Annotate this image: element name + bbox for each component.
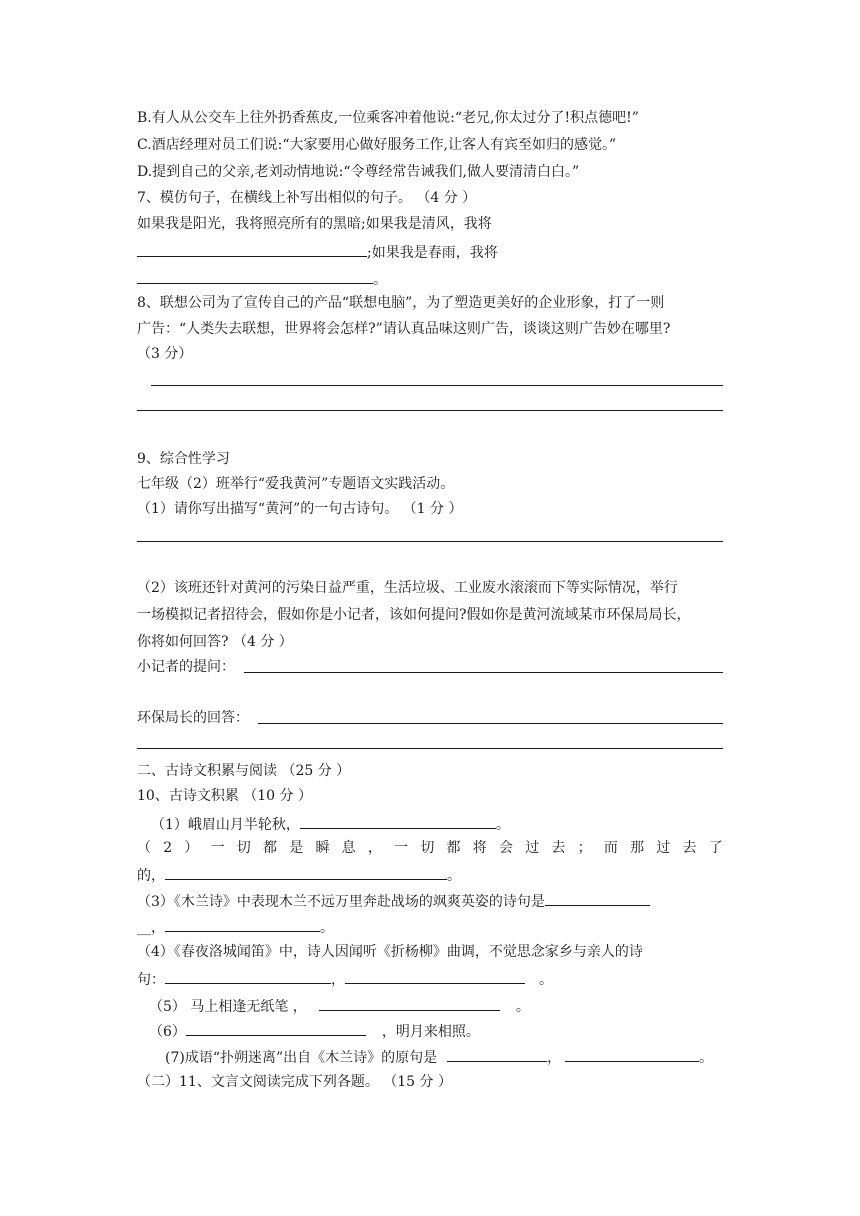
- q10-item2-char: ，: [367, 840, 382, 856]
- answer-blank[interactable]: [300, 813, 496, 829]
- q10-item2-char: 2: [163, 840, 173, 856]
- answer-blank[interactable]: [137, 241, 367, 257]
- q7-line3: [137, 268, 387, 290]
- answer-blank[interactable]: [319, 995, 500, 1011]
- q10-item1-text: （1）峨眉山月半轮秋，: [151, 817, 300, 833]
- q10-item3-line2: [137, 916, 334, 938]
- q10-item4-text: 句：: [137, 972, 165, 988]
- answer-blank[interactable]: [165, 916, 320, 932]
- q8-line3: （3 分）: [137, 346, 193, 362]
- q9-part2-line2: 一场模拟记者招待会，假如你是小记者，该如何提问?假如你是黄河流域某市环保局局长，: [137, 607, 691, 623]
- q10-item4-end: 。: [539, 972, 553, 988]
- answer-blank[interactable]: [447, 1046, 547, 1062]
- q10-item2-char: 是: [289, 840, 304, 856]
- q10-item2-char: 一: [210, 840, 225, 856]
- q9-part2-line1: （2）该班还针对黄河的污染日益严重，生活垃圾、工业废水滚滚而下等实际情况，举行: [137, 580, 678, 596]
- q10-item2-char: 那: [630, 840, 645, 856]
- q8-line1: 8、联想公司为了宣传自己的产品“联想电脑”，为了塑造更美好的企业形象，打了一则: [137, 295, 665, 311]
- q10-item2-char: 去: [682, 840, 697, 856]
- q10-item4-line2: [137, 968, 553, 990]
- q10-item4-line1: （4）《春夜洛城闻笛》中，诗人因闻听《折杨柳》曲调，不觉思念家乡与亲人的诗: [137, 944, 643, 960]
- q10-item5: [149, 995, 530, 1017]
- q10-item2-char: ；: [577, 840, 592, 856]
- answer-blank[interactable]: [345, 968, 525, 984]
- q10-item2-char: 会: [498, 840, 513, 856]
- answer-line[interactable]: [137, 541, 723, 542]
- q11-title: （二）11、文言文阅读完成下列各题。 （15 分 ）: [137, 1074, 452, 1090]
- q10-item2-line1: [137, 838, 723, 858]
- q10-item6-text: ，明月来相照。: [381, 1024, 480, 1040]
- q7-line3-end: 。: [373, 272, 387, 288]
- q10-item3-cont: __，: [137, 920, 165, 936]
- q10-item2-char: 都: [263, 840, 278, 856]
- q10-item2-char: 将: [472, 840, 487, 856]
- q10-item5-text: （5） 马上相逢无纸笔 ，: [149, 999, 307, 1015]
- q10-item2-char: ）: [184, 840, 199, 856]
- q10-item2-char: 息: [341, 840, 356, 856]
- q10-item2-char: 切: [236, 840, 251, 856]
- reporter-answer-line[interactable]: [244, 672, 723, 673]
- q10-item6-num: （6）: [149, 1024, 186, 1040]
- q7-title: 7、模仿句子，在横线上补写出相似的句子。 （4 分 ）: [137, 190, 477, 206]
- reporter-question-label: 小记者的提问：: [137, 659, 235, 675]
- q6-option-b: B.有人从公交车上往外扔香蕉皮,一位乘客冲着他说:“老兄,你太过分了!积点德吧!”: [137, 110, 639, 126]
- answer-blank[interactable]: [186, 1020, 366, 1036]
- q10-item2-end: 。: [447, 868, 461, 884]
- q10-item2-line2: [137, 864, 461, 886]
- q10-item2-text: 的，: [137, 868, 165, 884]
- q10-item2-char: 了: [708, 840, 723, 856]
- q6-option-c: C.酒店经理对员工们说:“大家要用心做好服务工作,让客人有宾至如归的感觉。”: [137, 137, 617, 153]
- answer-blank[interactable]: [165, 968, 331, 984]
- q10-item2-char: 过: [525, 840, 540, 856]
- q10-item2-char: 过: [656, 840, 671, 856]
- q10-title: 10、古诗文积累 （10 分 ）: [137, 788, 312, 804]
- q10-item2-char: 而: [603, 840, 618, 856]
- answer-blank[interactable]: [165, 864, 447, 880]
- q10-item2-char: 都: [446, 840, 461, 856]
- q10-item2-char: （: [137, 840, 151, 856]
- q10-item2-char: 瞬: [315, 840, 330, 856]
- answer-line[interactable]: [151, 385, 723, 386]
- q10-item2-char: 切: [420, 840, 435, 856]
- q10-item2-char: 一: [394, 840, 409, 856]
- director-answer-label: 环保局长的回答：: [137, 710, 249, 726]
- q10-item6: [149, 1020, 480, 1042]
- q10-item3-line1: [137, 890, 650, 912]
- answer-blank[interactable]: [565, 1046, 699, 1062]
- q10-item1-end: 。: [495, 817, 510, 833]
- q10-item7-end: 。: [699, 1050, 714, 1066]
- q10-item7-text: (7)成语“扑朔迷离”出自《木兰诗》的原句是: [165, 1050, 438, 1066]
- q9-title: 9、综合性学习: [137, 451, 230, 467]
- q10-item1: [151, 813, 510, 835]
- q7-line2: [137, 241, 498, 263]
- answer-blank[interactable]: [137, 268, 373, 284]
- q10-item5-end: 。: [515, 999, 530, 1015]
- director-answer-line[interactable]: [258, 723, 723, 724]
- q9-part2-line3: 你将如何回答? （4 分 ）: [137, 634, 293, 650]
- q10-item2-char: 去: [551, 840, 566, 856]
- answer-line[interactable]: [137, 748, 723, 749]
- section2-title: 二、古诗文积累与阅读 （25 分 ）: [137, 763, 351, 779]
- q9-part1: （1）请你写出描写“黄河”的一句古诗句。 （1 分 ）: [137, 501, 463, 517]
- q9-intro: 七年级（2）班举行“爱我黄河”专题语文实践活动。: [137, 476, 455, 492]
- q10-item3-text: （3）《木兰诗》中表现木兰不远万里奔赴战场的飒爽英姿的诗句是: [137, 894, 545, 910]
- q7-line1: 如果我是阳光，我将照亮所有的黑暗;如果我是清风，我将: [137, 216, 492, 232]
- answer-line[interactable]: [137, 410, 723, 411]
- q10-item7-comma: ，: [547, 1050, 562, 1066]
- q10-item4-comma: ，: [331, 972, 345, 988]
- answer-blank[interactable]: [545, 890, 650, 906]
- q7-line2-text: ;如果我是春雨，我将: [367, 245, 498, 261]
- q8-line2: 广告：“人类失去联想，世界将会怎样?”请认真品味这则广告，谈谈这则广告妙在哪里?: [137, 321, 671, 337]
- q10-item3-end: 。: [320, 920, 334, 936]
- q6-option-d: D.提到自己的父亲,老刘动情地说:“令尊经常告诫我们,做人要清清白白。”: [137, 164, 580, 180]
- q10-item7: [165, 1046, 713, 1068]
